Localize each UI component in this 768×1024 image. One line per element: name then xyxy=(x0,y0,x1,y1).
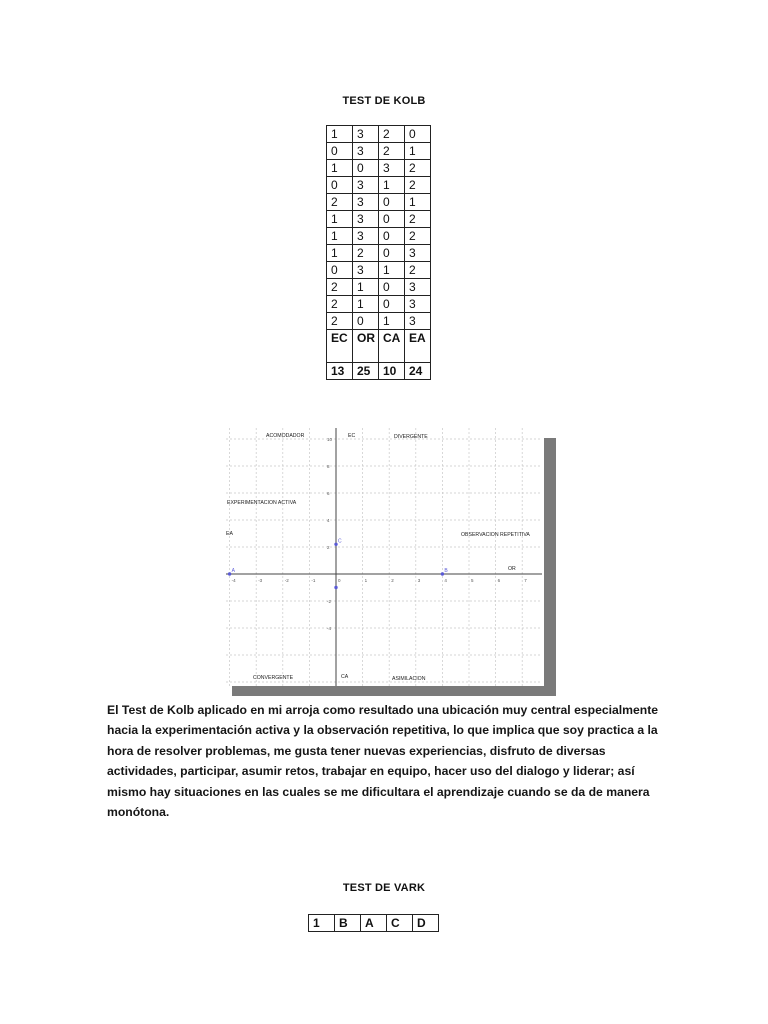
table-row-cell: 0 xyxy=(379,279,405,296)
table-row-cell: 2 xyxy=(379,126,405,143)
table-row-cell: 1 xyxy=(379,313,405,330)
x-tick-label: 1 xyxy=(364,578,368,583)
table-row-cell: 3 xyxy=(353,228,379,245)
table-row-cell: 1 xyxy=(379,177,405,194)
table-row-cell: 1 xyxy=(327,160,353,177)
table-row-cell: 1 xyxy=(327,126,353,143)
data-point-label: B xyxy=(444,568,448,574)
table-row xyxy=(327,177,431,194)
x-tick-label: -4 xyxy=(231,578,236,583)
table-row-cell: 1 xyxy=(379,262,405,279)
vark-cell: B xyxy=(335,915,361,932)
table-row xyxy=(327,228,431,245)
x-tick-label: -2 xyxy=(284,578,289,583)
totals-row-cell: 10 xyxy=(379,363,405,380)
axis-label-top: EC xyxy=(348,433,356,439)
table-row-cell: 0 xyxy=(405,126,431,143)
table-row-cell: 1 xyxy=(353,279,379,296)
table-row-cell: 3 xyxy=(353,211,379,228)
y-tick-label: -2 xyxy=(327,599,332,604)
kolb-learning-style-chart xyxy=(222,424,556,698)
table-row-cell: 0 xyxy=(379,194,405,211)
table-row-cell: 0 xyxy=(379,245,405,262)
chart-shadow-right xyxy=(544,438,556,696)
kolb-result-paragraph: El Test de Kolb aplicado en mi arroja como resultado una ubicación muy central especialmente hacia la experimentación activa y la observación repetitiva, lo que implica que soy practica a la hora de resolver problemas, me gusta tener nuevas experiencias, disfruto de diversas actividades, participar, asumir retos, trabajar en equipo, hacer uso del dialogo y liderar; así mismo hay situaciones en las cuales se me dificultara el aprendizaje cuando se da de manera monótona. xyxy=(107,703,659,820)
table-row-cell: 1 xyxy=(327,211,353,228)
x-tick-label: -1 xyxy=(311,578,316,583)
x-tick-label: 3 xyxy=(417,578,421,583)
table-row xyxy=(327,211,431,228)
annotation-experimentacion-activa: EXPERIMENTACION ACTIVA xyxy=(227,500,297,506)
table-row-cell: 3 xyxy=(405,296,431,313)
x-tick-label: 4 xyxy=(444,578,447,583)
y-tick-label: 4 xyxy=(327,518,330,523)
table-row-cell: 1 xyxy=(353,296,379,313)
data-point-label: C xyxy=(338,538,342,545)
data-point xyxy=(334,586,337,589)
table-row-cell: 3 xyxy=(405,245,431,262)
table-row xyxy=(327,143,431,160)
style-header-row-cell: OR xyxy=(353,330,379,363)
table-row-cell: 3 xyxy=(353,177,379,194)
table-row-cell: 0 xyxy=(379,228,405,245)
vark-cell: D xyxy=(413,915,439,932)
table-row-cell: 2 xyxy=(327,296,353,313)
x-tick-label: -3 xyxy=(258,578,263,583)
table-row xyxy=(327,296,431,313)
table-row-cell: 2 xyxy=(353,245,379,262)
x-tick-label: 6 xyxy=(497,578,501,583)
table-row-cell: 0 xyxy=(379,296,405,313)
table-row-cell: 3 xyxy=(353,143,379,160)
table-row-cell: 3 xyxy=(353,262,379,279)
vark-cell: 1 xyxy=(309,915,335,932)
y-tick-label: -4 xyxy=(327,626,332,631)
quadrant-label-bottom-left: CONVERGENTE xyxy=(253,675,294,681)
axis-label-left: EA xyxy=(226,531,233,537)
table-row-cell: 2 xyxy=(327,194,353,211)
axis-label-bottom: CA xyxy=(341,674,349,680)
vark-test-title: TEST DE VARK xyxy=(342,882,426,894)
y-tick-label: 2 xyxy=(327,545,330,550)
table-row xyxy=(327,126,431,143)
quadrant-label-top-right: DIVERGENTE xyxy=(394,434,428,440)
table-row-cell: 2 xyxy=(405,177,431,194)
table-row-cell: 3 xyxy=(405,279,431,296)
kolb-test-title: TEST DE KOLB xyxy=(342,95,426,107)
axis-label-right: OR xyxy=(508,566,516,572)
table-row-cell: 2 xyxy=(405,160,431,177)
table-row xyxy=(327,262,431,279)
table-row-cell: 2 xyxy=(327,313,353,330)
totals-row-cell: 24 xyxy=(405,363,431,380)
table-row-cell: 1 xyxy=(405,194,431,211)
table-row-cell: 0 xyxy=(353,160,379,177)
table-row xyxy=(327,279,431,296)
quadrant-label-top-left: ACOMODADOR xyxy=(266,433,305,439)
totals-row-cell: 25 xyxy=(353,363,379,380)
x-tick-label: 0 xyxy=(338,578,341,583)
table-row-cell: 0 xyxy=(327,143,353,160)
quadrant-label-bottom-right: ASIMILACION xyxy=(392,676,426,682)
style-header-row-cell: EA xyxy=(405,330,431,363)
style-header-row-cell: EC xyxy=(327,330,353,363)
y-tick-label: 8 xyxy=(327,464,330,469)
table-row-cell: 3 xyxy=(405,313,431,330)
vark-row xyxy=(309,915,439,932)
chart-shadow-bottom xyxy=(232,686,556,696)
table-row-cell: 3 xyxy=(353,126,379,143)
table-row-cell: 2 xyxy=(405,228,431,245)
table-row-cell: 0 xyxy=(327,177,353,194)
kolb-score-table xyxy=(326,125,431,380)
x-tick-label: 7 xyxy=(524,578,527,583)
vark-cell: A xyxy=(361,915,387,932)
x-tick-label: 2 xyxy=(391,578,394,583)
table-row-cell: 2 xyxy=(327,279,353,296)
y-tick-label: 10 xyxy=(327,437,333,442)
totals-row-cell: 13 xyxy=(327,363,353,380)
table-row xyxy=(327,160,431,177)
table-row-cell: 1 xyxy=(327,228,353,245)
chart-background xyxy=(222,424,544,686)
y-tick-label: 6 xyxy=(327,491,330,496)
table-row-cell: 1 xyxy=(405,143,431,160)
style-header-row-cell: CA xyxy=(379,330,405,363)
table-row-cell: 2 xyxy=(379,143,405,160)
table-row-cell: 0 xyxy=(327,262,353,279)
table-row-cell: 2 xyxy=(405,262,431,279)
table-row-cell: 3 xyxy=(353,194,379,211)
vark-table xyxy=(308,914,439,932)
style-header-row xyxy=(327,330,431,363)
totals-row xyxy=(327,363,431,380)
table-row xyxy=(327,245,431,262)
table-row-cell: 2 xyxy=(405,211,431,228)
table-row-cell: 0 xyxy=(353,313,379,330)
data-point-label: A xyxy=(231,568,235,574)
table-row-cell: 3 xyxy=(379,160,405,177)
x-tick-label: 5 xyxy=(471,578,474,583)
table-row-cell: 1 xyxy=(327,245,353,262)
table-row xyxy=(327,194,431,211)
annotation-observacion-repetitiva: OBSERVACION REPETITIVA xyxy=(461,532,530,538)
vark-cell: C xyxy=(387,915,413,932)
table-row xyxy=(327,313,431,330)
table-row-cell: 0 xyxy=(379,211,405,228)
